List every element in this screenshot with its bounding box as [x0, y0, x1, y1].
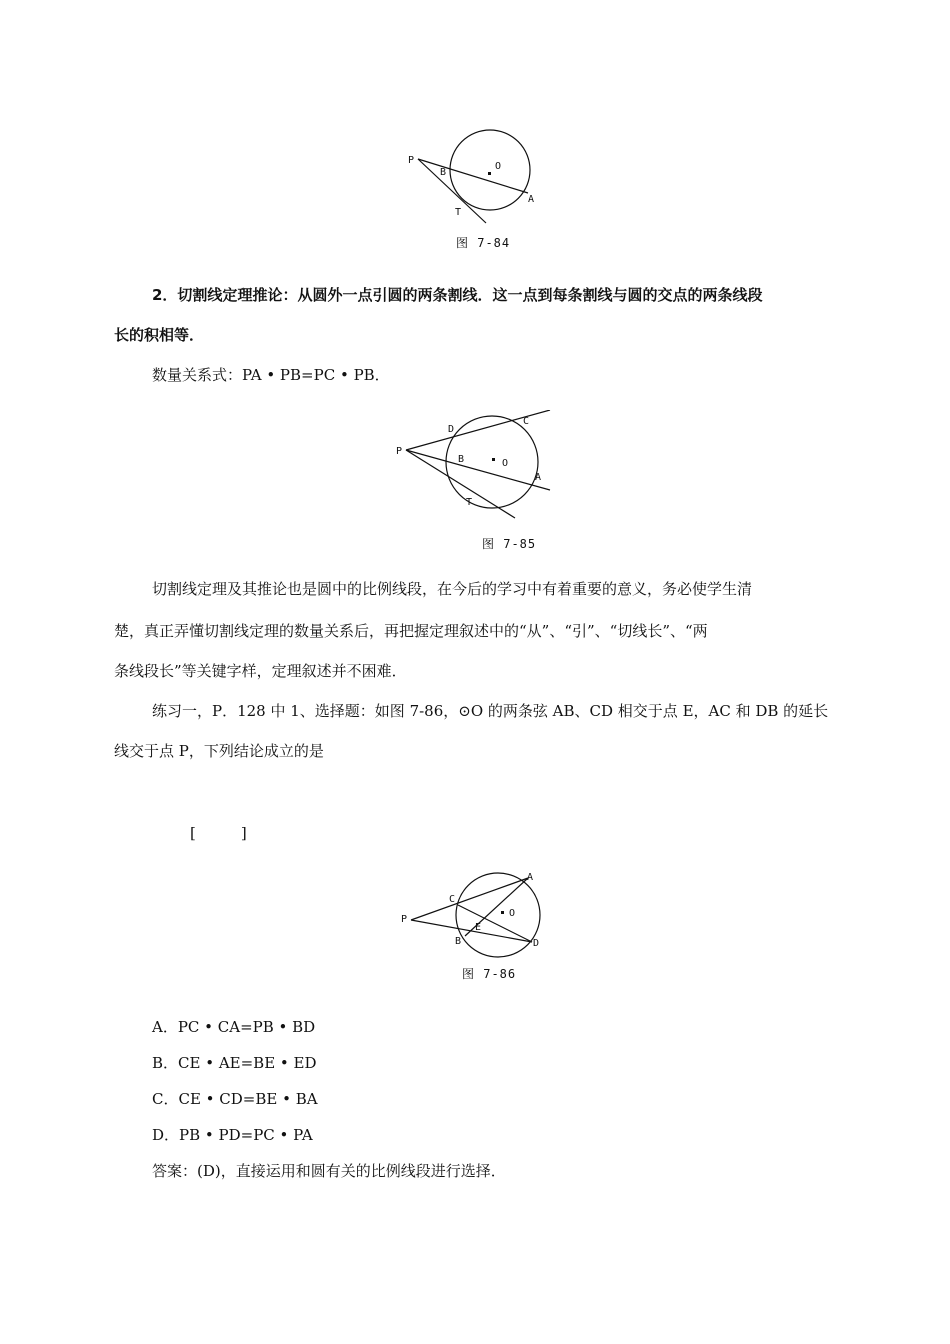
tangent-line — [418, 159, 486, 223]
label-P: P — [408, 155, 415, 166]
center-dot — [492, 458, 495, 461]
label-B: B — [458, 454, 465, 465]
figure-7-84 — [400, 125, 550, 230]
label-B: B — [455, 936, 462, 947]
circle — [456, 873, 540, 957]
label-E: E — [475, 922, 482, 933]
theorem-line-1: 2．切割线定理推论：从圆外一点引圆的两条割线．这一点到每条割线与圆的交点的两条线段 — [152, 286, 763, 304]
label-B: B — [440, 167, 447, 178]
secant-PA — [406, 450, 550, 490]
label-T: T — [455, 207, 462, 218]
label-C: C — [523, 416, 530, 427]
secant-line — [418, 159, 528, 193]
label-A: A — [527, 872, 534, 883]
option-b: B．CE • AE=BE • ED — [152, 1054, 317, 1072]
label-O: O — [495, 161, 502, 172]
label-A: A — [528, 194, 535, 205]
label-T: T — [466, 497, 473, 508]
label-D: D — [448, 424, 455, 435]
option-d: D．PB • PD=PC • PA — [152, 1126, 313, 1144]
label-C: C — [449, 894, 456, 905]
figure-7-86 — [395, 868, 555, 963]
exercise-line-1: 练习一，P．128 中 1、选择题：如图 7-86，⊙O 的两条弦 AB、CD 相交于点 E，AC 和 DB 的延长 — [152, 702, 829, 720]
label-O: O — [509, 908, 516, 919]
chord-CD — [458, 905, 532, 942]
label-P: P — [401, 914, 408, 925]
circle — [450, 130, 530, 210]
label-D: D — [533, 938, 540, 949]
caption-7-84: 图 7-84 — [456, 236, 511, 250]
center-dot — [488, 172, 491, 175]
figure-7-85 — [390, 410, 560, 525]
formula: 数量关系式：PA • PB=PC • PB． — [152, 366, 390, 384]
line-PD — [411, 920, 532, 942]
center-dot — [501, 911, 504, 914]
option-a: A．PC • CA=PB • BD — [152, 1018, 316, 1036]
caption-7-86: 图 7-86 — [462, 967, 517, 981]
paragraph-line-3: 条线段长”等关键字样，定理叙述并不困难． — [114, 662, 407, 680]
theorem-line-2: 长的积相等． — [114, 326, 205, 344]
answer: 答案：(D)，直接运用和圆有关的比例线段进行选择． — [152, 1162, 506, 1180]
label-O: O — [502, 458, 509, 469]
option-c: C．CE • CD=BE • BA — [152, 1090, 318, 1108]
label-A: A — [535, 472, 542, 483]
answer-bracket: [ ] — [190, 824, 247, 842]
exercise-line-2: 线交于点 P，下列结论成立的是 — [114, 742, 324, 760]
paragraph-line-1: 切割线定理及其推论也是圆中的比例线段，在今后的学习中有着重要的意义，务必使学生清 — [152, 580, 753, 598]
caption-7-85: 图 7-85 — [482, 537, 537, 551]
label-P: P — [396, 446, 403, 457]
paragraph-line-2: 楚，真正弄懂切割线定理的数量关系后，再把握定理叙述中的“从”、“引”、“切线长”、“两 — [114, 622, 708, 640]
